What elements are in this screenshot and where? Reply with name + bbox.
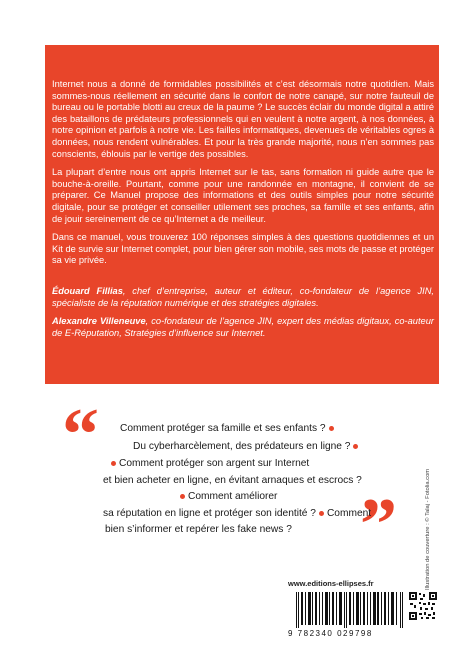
question-line: Comment protéger son argent sur Internet	[108, 457, 309, 470]
question-line: Comment protéger sa famille et ses enfants ?	[120, 422, 337, 435]
close-quote-mark: ”	[360, 484, 397, 566]
author-bio-2	[52, 316, 434, 339]
publisher-website: www.editions-ellipses.fr	[288, 579, 374, 588]
bullet-dot-icon	[353, 444, 358, 449]
bullet-dot-icon	[111, 461, 116, 466]
author-desc-2: , co-fondateur de l’agence JIN, expert des médias digitaux, co-auteur de E-Réputation, Stratégies d’influence sur Internet.	[52, 316, 434, 338]
open-quote-mark: “	[62, 394, 99, 476]
summary-text	[52, 79, 434, 346]
question-line: et bien acheter en ligne, en évitant arnaques et escrocs ?	[103, 475, 362, 486]
author-desc-1: , chef d’entreprise, auteur et éditeur, co-fondateur de l’agence JIN, spécialiste de la réputation numérique et des stratégies digitales.	[52, 285, 435, 308]
intro-paragraph-3: Dans ce manuel, vous trouverez 100 réponses simples à des questions quotidiennes et un Kit de survie sur Internet complet, pour bien gérer son mobile, ses mots de passe et protéger sa vie privée.	[52, 232, 434, 266]
bullet-dot-icon	[329, 426, 334, 431]
bullet-dot-icon	[319, 511, 324, 516]
qr-code-icon	[409, 592, 437, 620]
barcode	[296, 592, 404, 628]
cover-credit: Illustration de couverture : © Talaj - Fotolia.com	[425, 468, 431, 590]
isbn-number: 9 782340 029798	[288, 629, 373, 638]
author-name-2: Alexandre Villeneuve	[52, 316, 146, 327]
question-line: sa réputation en ligne et protéger son identité ? Comment	[103, 508, 372, 519]
author-bio-1	[52, 286, 434, 309]
question-line: Comment améliorer	[177, 490, 277, 503]
author-name-1: Édouard Fillias	[52, 285, 123, 296]
intro-paragraph-2: La plupart d’entre nous ont appris Internet sur le tas, sans formation ni guide autre que le bouche-à-oreille. Pourtant, comme pour une randonnée en montagne, il convient de se préparer. Ce Manuel propose des informations et des outils simples pour notre sécurité digitale, pour se protéger et conseiller utilement ses proches, sa famille et ses enfants, afin de jouir sereinement de ce qu’Internet a de meilleur.	[52, 167, 434, 224]
bullet-dot-icon	[180, 494, 185, 499]
question-line: Du cyberharcèlement, des prédateurs en ligne ?	[133, 440, 361, 453]
question-line: bien s’informer et repérer les fake news ?	[105, 524, 292, 535]
intro-paragraph-1: Internet nous a donné de formidables possibilités et c’est désormais notre quotidien. Mais sommes-nous réellement en sécurité dans le confort de notre canapé, sur notre fauteuil de bureau ou le portable blotti au creux de la paume ? Le succès éclair du monde digital a attiré des bataillons de prédateurs professionnels qui en veulent à notre argent, à nos données, à notre opinion et parfois à notre vie. Les failles informatiques, devenues de véritables ogres à données, nous rendent vulnérables. Et pour la très grande majorité, nous n’en sommes pas conscients, éblouis par le vertige des possibles.	[52, 79, 434, 159]
